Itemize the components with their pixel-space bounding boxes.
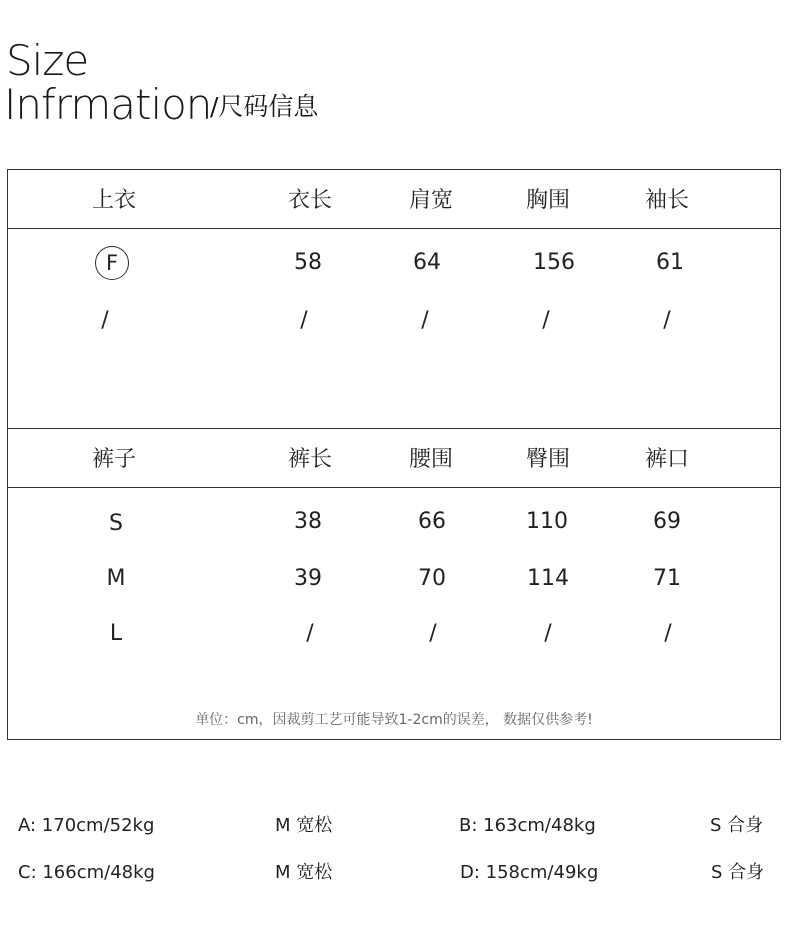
top-value-sleeve: 61 [656,250,684,275]
divider [8,487,780,488]
page-title-size: Size [6,36,89,85]
page-title-information: Infrmation [4,80,212,129]
measurement-note: 单位：cm，因裁剪工艺可能导致1-2cm的误差， 数据仅供参考! [195,712,593,728]
top-placeholder-chest: / [542,308,550,333]
pants-s-hem: 69 [653,509,681,534]
size-table [7,169,781,740]
pants-s-waist: 66 [418,509,446,534]
model-a-fit: M 宽松 [275,815,333,836]
pants-l-waist: / [429,621,437,646]
pants-size-s: S [109,511,123,536]
divider [8,428,780,429]
pants-m-length: 39 [294,566,322,591]
header-top-sleeve: 袖长 [644,188,690,213]
header-pants-type: 裤子 [91,447,137,472]
top-value-length: 58 [294,250,322,275]
pants-l-length: / [306,621,314,646]
header-pants-hip: 臀围 [525,447,571,472]
pants-size-l: L [109,621,123,646]
pants-l-hip: / [544,621,552,646]
pants-s-length: 38 [294,509,322,534]
pants-l-hem: / [664,621,672,646]
pants-size-m: M [106,566,126,591]
model-b-fit: S 合身 [710,815,764,836]
top-placeholder-sleeve: / [663,308,671,333]
pants-m-hem: 71 [653,566,681,591]
header-top-type: 上衣 [91,188,137,213]
size-f-badge: F [95,246,129,280]
model-c-fit: M 宽松 [275,862,333,883]
divider [8,228,780,229]
header-top-length: 衣长 [287,188,333,213]
model-d-stats: D: 158cm/49kg [460,862,599,883]
pants-m-waist: 70 [418,566,446,591]
header-top-chest: 胸围 [525,188,571,213]
model-d-fit: S 合身 [711,862,765,883]
model-a-stats: A: 170cm/52kg [18,815,155,836]
header-pants-hem: 裤口 [644,447,690,472]
header-pants-length: 裤长 [287,447,333,472]
pants-s-hip: 110 [526,509,568,534]
top-placeholder-shoulder: / [421,308,429,333]
model-b-stats: B: 163cm/48kg [459,815,596,836]
top-value-chest: 156 [533,250,575,275]
header-top-shoulder: 肩宽 [408,188,454,213]
model-c-stats: C: 166cm/48kg [18,862,155,883]
page-title-chinese: /尺码信息 [210,92,319,121]
top-value-shoulder: 64 [413,250,441,275]
top-placeholder-size: / [101,308,109,333]
top-placeholder-length: / [300,308,308,333]
header-pants-waist: 腰围 [408,447,454,472]
pants-m-hip: 114 [527,566,569,591]
